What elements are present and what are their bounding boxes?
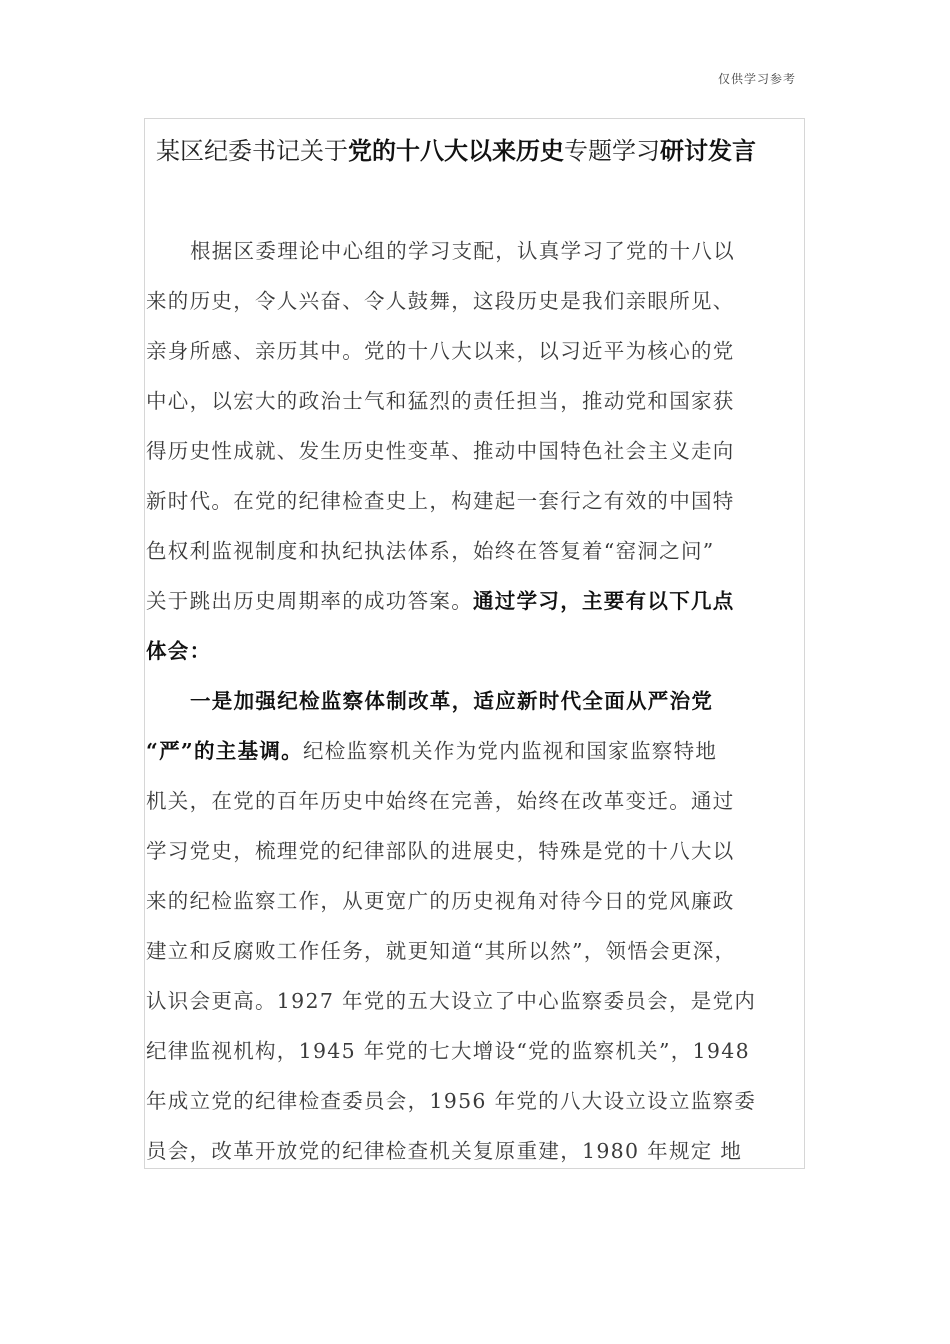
header-note: 仅供学习参考 <box>718 72 797 86</box>
line-text: 纪检监察机关作为党内监视和国家监察特地 <box>302 739 718 763</box>
line-text: 来的纪检监察工作，从更宽广的历史视角对待今日的党风廉政 <box>146 889 735 913</box>
paragraph-line <box>146 1136 804 1166</box>
paragraph-line <box>146 636 804 666</box>
line-bold-text: 一是加强纪检监察体制改革，适应新时代全面从严治党 <box>190 689 714 713</box>
paragraph-line <box>146 536 804 566</box>
line-text: 来的历史，令人兴奋、令人鼓舞，这段历史是我们亲眼所见、 <box>146 289 735 313</box>
paragraph-line <box>146 486 804 516</box>
line-text: 根据区委理论中心组的学习支配，认真学习了党的十八以 <box>190 239 735 263</box>
paragraph-line <box>146 436 804 466</box>
line-text: 纪律监视机构，1945 年党的七大增设“党的监察机关”，1948 <box>146 1039 750 1063</box>
line-text: 建立和反腐败工作任务，就更知道“其所以然”，领悟会更深， <box>146 939 737 963</box>
title-part-3: 专题学习 <box>564 137 660 165</box>
paragraph-line <box>146 286 804 316</box>
line-bold-text: 体会： <box>146 639 212 663</box>
paragraph-line <box>146 736 804 766</box>
paragraph-line <box>146 936 804 966</box>
line-text: 认识会更高。1927 年党的五大设立了中心监察委员会，是党内 <box>146 989 757 1013</box>
line-bold-text: 通过学习，主要有以下几点 <box>473 589 735 613</box>
paragraph-line <box>146 386 804 416</box>
paragraph-line <box>146 1036 804 1066</box>
line-text: 中心，以宏大的政治士气和猛烈的责任担当，推动党和国家获 <box>146 389 735 413</box>
paragraph-line <box>146 886 804 916</box>
paragraph-line <box>146 586 804 616</box>
section-heading-line <box>190 686 848 716</box>
paragraph-line <box>146 336 804 366</box>
paragraph-line <box>146 986 804 1016</box>
title-part-1: 某区纪委书记关于 <box>156 137 348 165</box>
line-text: 机关，在党的百年历史中始终在完善，始终在改革变迁。通过 <box>146 789 735 813</box>
line-text: 学习党史，梳理党的纪律部队的进展史，特殊是党的十八大以 <box>146 839 735 863</box>
title-part-4: 研讨发言 <box>660 136 756 165</box>
line-text: 得历史性成就、发生历史性变革、推动中国特色社会主义走向 <box>146 439 735 463</box>
paragraph-line <box>146 836 804 866</box>
line-text: 亲身所感、亲历其中。党的十八大以来，以习近平为核心的党 <box>146 339 735 363</box>
paragraph-line <box>190 236 848 266</box>
title-part-2: 党的十八大以来历史 <box>348 136 564 165</box>
line-text: 员会，改革开放党的纪律检查机关复原重建，1980 年规定 地 <box>146 1139 743 1163</box>
paragraph-line <box>146 786 804 816</box>
line-bold-text: “严”的主基调。 <box>146 739 303 763</box>
document-title <box>156 134 804 168</box>
line-text: 年成立党的纪律检查委员会，1956 年党的八大设立设立监察委 <box>146 1089 757 1113</box>
line-text: 新时代。在党的纪律检查史上，构建起一套行之有效的中国特 <box>146 489 735 513</box>
line-text: 关于跳出历史周期率的成功答案。 <box>146 589 473 613</box>
paragraph-line <box>146 1086 804 1116</box>
line-text: 色权利监视制度和执纪执法体系，始终在答复着“窑洞之问” <box>146 539 715 563</box>
